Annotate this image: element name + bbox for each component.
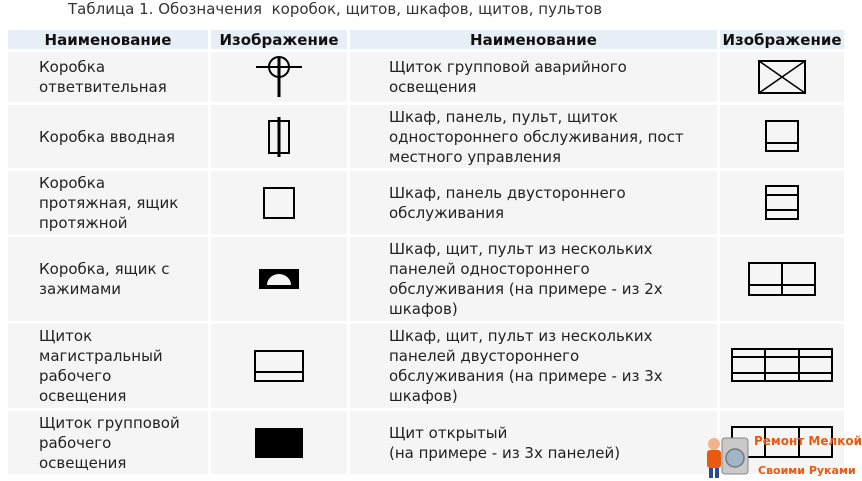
right-name-cell: Шкаф, щит, пульт из нескольких панелей двустороннего обслуживания (на примере - из 3х шкафов) [350, 324, 717, 408]
right-name-cell: Шкаф, панель двустороннего обслуживания [350, 171, 717, 234]
header-name-right: Наименование [350, 30, 717, 49]
input-box-symbol [211, 105, 347, 168]
table-row [8, 52, 844, 102]
right-name-cell: Шкаф, щит, пульт из нескольких панелей одностороннего обслуживания (на примере - из 2х шкафов) [350, 237, 717, 321]
left-name-cell: Коробка ответвительная [8, 52, 208, 102]
table-row [8, 324, 844, 408]
single-sided-cabinet-symbol [720, 105, 844, 168]
symbols-table [5, 27, 847, 477]
emergency-lighting-panel-symbol [720, 52, 844, 102]
table-row [8, 105, 844, 168]
group-lighting-panel-symbol [211, 411, 347, 474]
double-sided-cabinet-symbol [720, 171, 844, 234]
watermark-line1: Ремонт Мелкой [754, 434, 862, 448]
header-image-left: Изображение [211, 30, 347, 49]
three-cabinets-double-sided-symbol [720, 324, 844, 408]
two-cabinets-single-sided-symbol [720, 237, 844, 321]
table-row [8, 237, 844, 321]
left-name-cell: Щиток магистральный рабочего освещения [8, 324, 208, 408]
right-name-cell: Шкаф, панель, пульт, щиток одностороннего обслуживания, пост местного управления [350, 105, 717, 168]
left-name-cell: Коробка вводная [8, 105, 208, 168]
table-caption: Таблица 1. Обозначения коробок, щитов, шкафов, щитов, пультов [68, 0, 603, 18]
table-row [8, 171, 844, 234]
terminal-box-symbol [211, 237, 347, 321]
main-lighting-panel-symbol [211, 324, 347, 408]
header-name-left: Наименование [8, 30, 208, 49]
left-name-cell: Щиток групповой рабочего освещения [8, 411, 208, 474]
right-name-cell: Щит открытый (на примере - из 3х панелей) [350, 411, 717, 474]
left-name-cell: Коробка, ящик с зажимами [8, 237, 208, 321]
watermark-line2: Своими Руками [758, 464, 856, 477]
header-image-right: Изображение [720, 30, 844, 49]
right-name-cell: Щиток групповой аварийного освещения [350, 52, 717, 102]
table-header-row [8, 30, 844, 49]
watermark [700, 428, 862, 481]
pull-box-symbol [211, 171, 347, 234]
left-name-cell: Коробка протяжная, ящик протяжной [8, 171, 208, 234]
repairman-logo-icon [700, 430, 752, 480]
branch-box-symbol [211, 52, 347, 102]
